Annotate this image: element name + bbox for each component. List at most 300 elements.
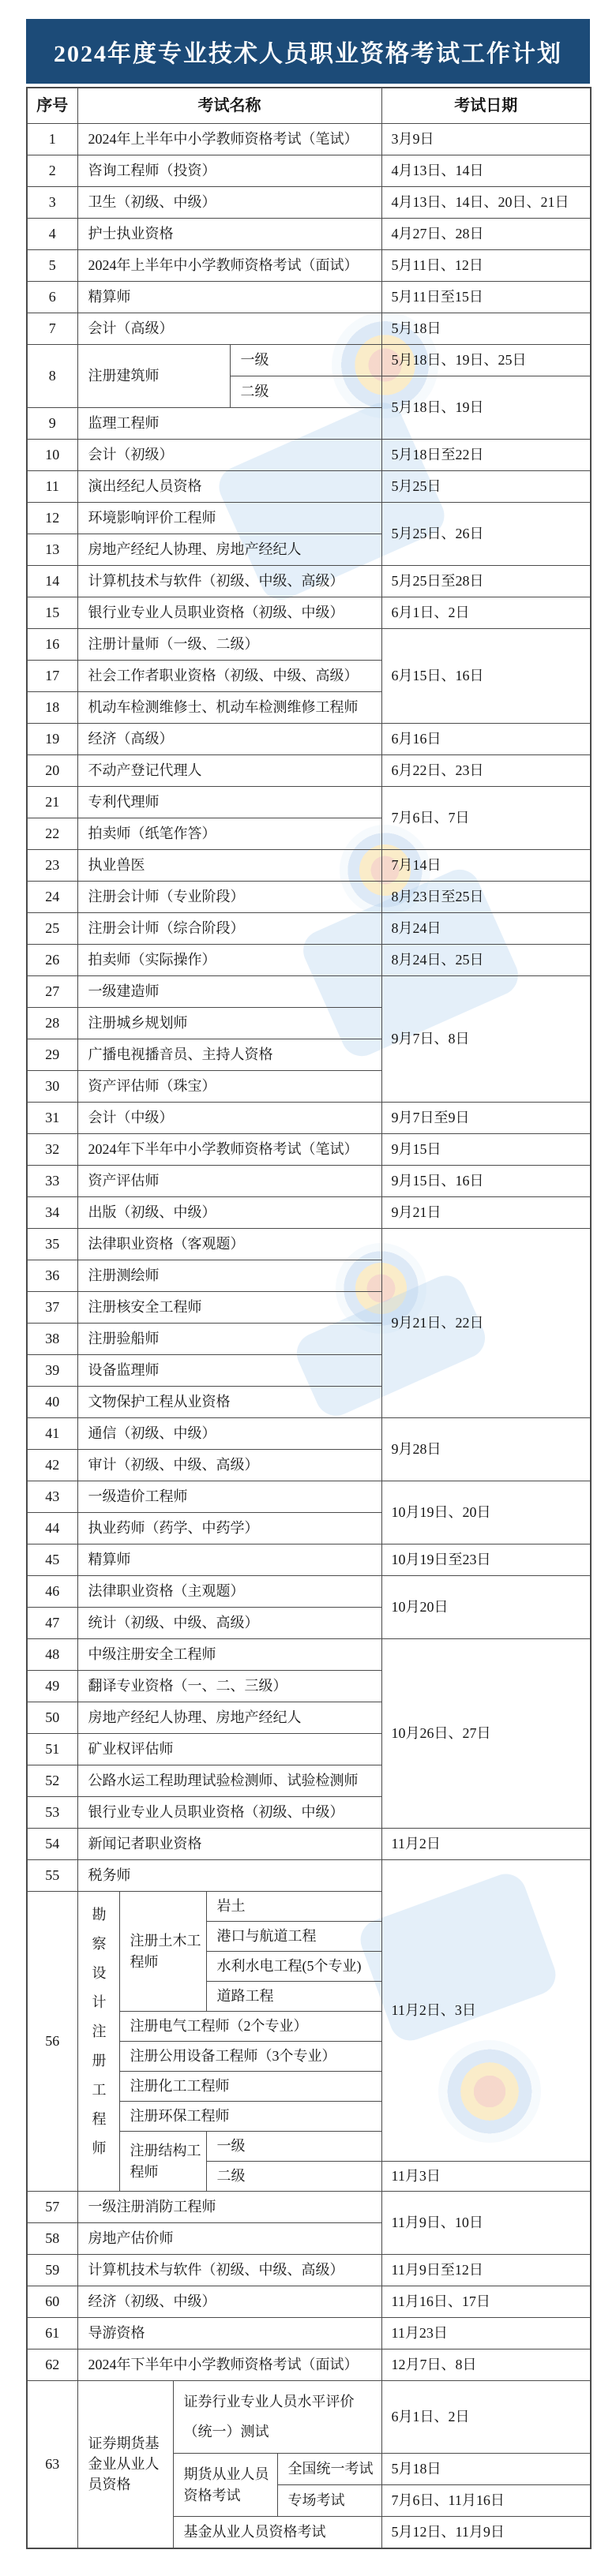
- cell-text: 经济（高级）: [88, 731, 174, 747]
- table-row: [27, 2318, 591, 2349]
- exam-name-cell: [77, 629, 381, 661]
- cell-text: 7: [48, 320, 56, 337]
- exam-name-cell: [77, 661, 381, 692]
- cell-text: 36: [45, 1267, 60, 1284]
- cell-text: 6月1日、2日: [391, 2409, 470, 2425]
- exam-name-cell: [77, 1481, 381, 1513]
- cell-text: 不动产登记代理人: [88, 762, 202, 779]
- row-number-cell: [27, 1734, 77, 1765]
- row-number-cell: [27, 2223, 77, 2255]
- cell-text: 39: [45, 1362, 60, 1379]
- cell-text: 注册计量师（一级、二级）: [88, 636, 259, 653]
- exam-name-cell: [77, 250, 381, 282]
- cell-text: 5月25日: [391, 478, 441, 495]
- cell-text: 注册电气工程师（2个专业）: [130, 2018, 308, 2035]
- row-number-cell: [27, 1671, 77, 1702]
- cell-text: 审计（初级、中级、高级）: [88, 1457, 259, 1473]
- table-row: [27, 945, 591, 976]
- row-number-cell: [27, 1576, 77, 1608]
- cell-text: 46: [45, 1583, 60, 1600]
- row-number-cell: [27, 818, 77, 850]
- cell-text: 4: [48, 226, 56, 242]
- exam-name-cell: [77, 1513, 381, 1544]
- exam-name-cell: [77, 408, 381, 440]
- table-row: [27, 850, 591, 882]
- row-number-cell: [27, 1639, 77, 1671]
- cell-text: 注册公用设备工程师（3个专业）: [130, 2048, 336, 2065]
- cell-text: 9月7日至9日: [391, 1110, 470, 1126]
- exam-name-cell: [77, 2286, 381, 2318]
- table-row: [27, 1829, 591, 1860]
- row-number-cell: [27, 440, 77, 471]
- cell-text: 52: [45, 1773, 60, 1789]
- exam-sublevel-cell: [206, 1952, 381, 1982]
- exam-date-cell: [381, 1829, 591, 1860]
- row-number-cell: [27, 913, 77, 945]
- cell-text: 会计（中级）: [88, 1110, 174, 1126]
- cell-text: 护士执业资格: [88, 226, 174, 242]
- exam-date-cell: [381, 2162, 591, 2192]
- row-number-cell: [27, 219, 77, 250]
- exam-name-cell: [77, 2255, 381, 2286]
- exam-date-cell: [381, 2318, 591, 2349]
- cell-text: 11月2日: [391, 1836, 441, 1852]
- table-row: [27, 1418, 591, 1450]
- cell-text: 全国统一考试: [287, 2461, 374, 2477]
- cell-text: 精算师: [88, 1552, 131, 1568]
- cell-text: 18: [45, 699, 60, 716]
- exam-name-cell: [77, 724, 381, 755]
- exam-date-cell: [381, 250, 591, 282]
- cell-text: 机动车检测维修士、机动车检测维修工程师: [88, 699, 359, 716]
- cell-text: 4月13日、14日、20日、21日: [391, 194, 569, 211]
- cell-text: 5月12日、11月9日: [391, 2524, 505, 2540]
- exam-name-cell: [173, 2517, 381, 2548]
- row-number-cell: [27, 566, 77, 597]
- cell-text: 拍卖师（实际操作）: [88, 952, 216, 968]
- row-number-cell: [27, 1544, 77, 1576]
- cell-text: 10月19日至23日: [391, 1552, 491, 1568]
- exam-name-cell: [77, 282, 381, 313]
- table-row: [27, 566, 591, 597]
- exam-name-cell: [77, 1166, 381, 1197]
- cell-text: 62: [45, 2357, 60, 2373]
- exam-name-cell: [77, 692, 381, 724]
- cell-text: 31: [45, 1110, 60, 1126]
- cell-text: 证券行业专业人员水平评价（统一）测试: [183, 2393, 355, 2439]
- cell-text: 税务师: [88, 1867, 131, 1884]
- cell-text: 注册验船师: [88, 1331, 160, 1347]
- cell-text: 5月25日至28日: [391, 573, 484, 590]
- row-number-cell: [27, 471, 77, 503]
- cell-text: 执业兽医: [88, 857, 145, 874]
- row-number-cell: [27, 155, 77, 187]
- exam-name-cell: [119, 2072, 381, 2102]
- cell-text: 7月14日: [391, 857, 441, 874]
- row-number-cell: [27, 1071, 77, 1103]
- cell-text: 注册会计师（综合阶段）: [88, 920, 245, 937]
- exam-date-cell: [381, 2454, 591, 2485]
- row-number-cell: [27, 1860, 77, 1892]
- row-number-cell: [27, 1387, 77, 1418]
- table-row: [27, 187, 591, 219]
- table-row: [27, 503, 591, 534]
- exam-date-cell: [381, 282, 591, 313]
- exam-date-cell: [381, 440, 591, 471]
- cell-text: 11月3日: [391, 2168, 441, 2185]
- exam-date-cell: [381, 313, 591, 345]
- exam-name-cell: [119, 1892, 206, 2012]
- table-row: [27, 882, 591, 913]
- cell-text: 拍卖师（纸笔作答）: [88, 826, 216, 842]
- cell-text: 注册结构工程师: [130, 2143, 201, 2180]
- exam-name-cell: [77, 345, 230, 408]
- cell-text: 15: [45, 605, 60, 621]
- row-number-cell: [27, 1450, 77, 1481]
- cell-text: 演出经纪人员资格: [88, 478, 202, 495]
- cell-text: 道路工程: [216, 1988, 274, 2005]
- table-row: [27, 2381, 591, 2454]
- exam-name-cell: [77, 913, 381, 945]
- cell-text: 证券期货基金业从业人员资格: [88, 2436, 160, 2493]
- cell-text: 基金从业人员资格考试: [183, 2524, 326, 2540]
- row-number-cell: [27, 787, 77, 818]
- exam-name-cell: [77, 1734, 381, 1765]
- exam-date-cell: [381, 155, 591, 187]
- row-number-cell: [27, 2255, 77, 2286]
- cell-text: 9: [48, 415, 56, 432]
- table-row: [27, 1229, 591, 1260]
- exam-date-cell: [381, 219, 591, 250]
- exam-date-cell: [381, 1418, 591, 1481]
- cell-text: 银行业专业人员职业资格（初级、中级）: [88, 1804, 344, 1821]
- row-number-cell: [27, 724, 77, 755]
- table-row: [27, 629, 591, 661]
- row-number-cell: [27, 2286, 77, 2318]
- table-row: [27, 755, 591, 787]
- cell-text: 8月24日、25日: [391, 952, 484, 968]
- cell-text: 28: [45, 1015, 60, 1032]
- row-number-cell: [27, 503, 77, 534]
- exam-name-cell: [77, 1292, 381, 1324]
- exam-date-cell: [381, 597, 591, 629]
- row-number-cell: [27, 692, 77, 724]
- exam-name-cell: [173, 2454, 277, 2517]
- cell-text: 7月6日、7日: [391, 810, 470, 826]
- cell-text: 2024年上半年中小学教师资格考试（面试）: [88, 257, 359, 274]
- page-title: 2024年度专业技术人员职业资格考试工作计划: [26, 19, 590, 84]
- cell-text: 法律职业资格（客观题）: [88, 1236, 245, 1252]
- cell-text: 13: [45, 541, 60, 558]
- exam-name-cell: [77, 471, 381, 503]
- category-label-cell: [77, 1892, 119, 2192]
- row-number-cell: [27, 1608, 77, 1639]
- row-number-cell: [27, 1418, 77, 1450]
- row-number-cell: [27, 1292, 77, 1324]
- table-row: [27, 219, 591, 250]
- exam-date-cell: [381, 2517, 591, 2548]
- exam-name-cell: [77, 1450, 381, 1481]
- exam-name-cell: [77, 155, 381, 187]
- cell-text: 房地产经纪人协理、房地产经纪人: [88, 541, 302, 558]
- row-number-cell: [27, 1702, 77, 1734]
- cell-text: 33: [45, 1173, 60, 1189]
- cell-text: 矿业权评估师: [88, 1741, 174, 1758]
- cell-text: 57: [45, 2199, 60, 2215]
- cell-text: 注册建筑师: [88, 368, 160, 384]
- table-row: [27, 1134, 591, 1166]
- exam-date-cell: [381, 1134, 591, 1166]
- table-row: [27, 440, 591, 471]
- cell-text: 注册土木工程师: [130, 1933, 201, 1970]
- cell-text: 勘察设计注册工程师: [90, 1907, 107, 2170]
- exam-name-cell: [77, 503, 381, 534]
- cell-text: 银行业专业人员职业资格（初级、中级）: [88, 605, 344, 621]
- exam-name-cell: [77, 1039, 381, 1071]
- cell-text: 中级注册安全工程师: [88, 1646, 216, 1663]
- cell-text: 翻译专业资格（一、二、三级）: [88, 1678, 287, 1694]
- row-number-cell: [27, 1229, 77, 1260]
- cell-text: 文物保护工程从业资格: [88, 1394, 231, 1410]
- cell-text: 5月18日至22日: [391, 447, 484, 463]
- cell-text: 37: [45, 1299, 60, 1316]
- cell-text: 2: [48, 163, 56, 179]
- cell-text: 19: [45, 731, 60, 747]
- cell-text: 11: [45, 478, 59, 495]
- cell-text: 49: [45, 1678, 60, 1694]
- exam-name-cell: [77, 1387, 381, 1418]
- exam-name-cell: [77, 1197, 381, 1229]
- cell-text: 7月6日、11月16日: [391, 2492, 505, 2509]
- exam-date-cell: [381, 945, 591, 976]
- exam-date-cell: [381, 850, 591, 882]
- table-row: [27, 2286, 591, 2318]
- cell-text: 5月18日、19日: [391, 399, 484, 416]
- row-number-cell: [27, 1481, 77, 1513]
- table-row: [27, 787, 591, 818]
- row-number-cell: [27, 1324, 77, 1355]
- exam-date-cell: [381, 755, 591, 787]
- cell-text: 专利代理师: [88, 794, 160, 811]
- exam-date-cell: [381, 187, 591, 219]
- exam-name-cell: [77, 1765, 381, 1797]
- exam-name-cell: [77, 440, 381, 471]
- exam-date-cell: [381, 124, 591, 155]
- cell-text: 注册化工工程师: [130, 2078, 230, 2095]
- cell-text: 54: [45, 1836, 60, 1852]
- exam-name-cell: [77, 1355, 381, 1387]
- row-number-cell: [27, 2192, 77, 2223]
- cell-text: 38: [45, 1331, 60, 1347]
- cell-text: 广播电视播音员、主持人资格: [88, 1046, 273, 1063]
- column-header: 序号: [27, 88, 77, 124]
- table-row: [27, 2192, 591, 2223]
- cell-text: 11月9日、10日: [391, 2215, 483, 2231]
- exam-name-cell: [77, 1324, 381, 1355]
- table-row: [27, 250, 591, 282]
- exam-date-cell: [381, 503, 591, 566]
- exam-name-cell: [77, 1260, 381, 1292]
- table-row: [27, 2255, 591, 2286]
- row-number-cell: [27, 1355, 77, 1387]
- cell-text: 26: [45, 952, 60, 968]
- table-row: [27, 1103, 591, 1134]
- table-row: [27, 471, 591, 503]
- row-number-cell: [27, 661, 77, 692]
- cell-text: 5月11日、12日: [391, 257, 483, 274]
- exam-date-cell: [381, 882, 591, 913]
- header-row: [27, 88, 591, 124]
- cell-text: 资产评估师: [88, 1173, 160, 1189]
- exam-name-cell: [77, 1797, 381, 1829]
- table-row: [27, 345, 591, 376]
- exam-date-cell: [381, 345, 591, 376]
- row-number-cell: [27, 1797, 77, 1829]
- cell-text: 会计（高级）: [88, 320, 174, 337]
- cell-text: 40: [45, 1394, 60, 1410]
- exam-name-cell: [119, 2042, 381, 2072]
- cell-text: 44: [45, 1520, 60, 1537]
- cell-text: 41: [45, 1425, 60, 1442]
- cell-text: 一级造价工程师: [88, 1488, 188, 1505]
- cell-text: 房地产估价师: [88, 2230, 174, 2247]
- row-number-cell: [27, 1134, 77, 1166]
- exam-name-cell: [77, 882, 381, 913]
- exam-date-cell: [381, 376, 591, 440]
- exam-date-cell: [381, 2485, 591, 2517]
- cell-text: 新闻记者职业资格: [88, 1836, 202, 1852]
- cell-text: 17: [45, 668, 60, 684]
- cell-text: 63: [45, 2456, 60, 2473]
- cell-text: 11月23日: [391, 2325, 448, 2342]
- cell-text: 35: [45, 1236, 60, 1252]
- cell-text: 设备监理师: [88, 1362, 160, 1379]
- cell-text: 导游资格: [88, 2325, 145, 2342]
- cell-text: 社会工作者职业资格（初级、中级、高级）: [88, 668, 359, 684]
- exam-name-cell: [77, 1829, 381, 1860]
- exam-date-cell: [381, 976, 591, 1103]
- cell-text: 9月15日: [391, 1141, 441, 1158]
- table-row: [27, 1544, 591, 1576]
- cell-text: 一级建造师: [88, 983, 160, 1000]
- cell-text: 4月27日、28日: [391, 226, 484, 242]
- cell-text: 16: [45, 636, 60, 653]
- cell-text: 45: [45, 1552, 60, 1568]
- table-row: [27, 597, 591, 629]
- cell-text: 10月20日: [391, 1599, 449, 1616]
- cell-text: 24: [45, 889, 60, 905]
- row-number-cell: [27, 1892, 77, 2192]
- cell-text: 61: [45, 2325, 60, 2342]
- cell-text: 21: [45, 794, 60, 811]
- row-number-cell: [27, 882, 77, 913]
- exam-name-cell: [77, 2192, 381, 2223]
- exam-date-cell: [381, 913, 591, 945]
- cell-text: 经济（初级、中级）: [88, 2293, 216, 2310]
- exam-name-cell: [77, 597, 381, 629]
- cell-text: 5月11日至15日: [391, 289, 483, 305]
- exam-name-cell: [77, 219, 381, 250]
- cell-text: 9月7日、8日: [391, 1031, 470, 1047]
- cell-text: 6月16日: [391, 731, 441, 747]
- exam-name-cell: [277, 2485, 381, 2517]
- row-number-cell: [27, 1103, 77, 1134]
- row-number-cell: [27, 408, 77, 440]
- cell-text: 5月18日: [391, 320, 441, 337]
- exam-date-cell: [381, 1166, 591, 1197]
- cell-text: 注册城乡规划师: [88, 1015, 188, 1032]
- row-number-cell: [27, 755, 77, 787]
- row-number-cell: [27, 629, 77, 661]
- cell-text: 5: [48, 257, 56, 274]
- cell-text: 9月21日、22日: [391, 1315, 484, 1331]
- exam-date-cell: [381, 1103, 591, 1134]
- exam-name-cell: [77, 2223, 381, 2255]
- exam-name-cell: [77, 1639, 381, 1671]
- exam-name-cell: [77, 313, 381, 345]
- row-number-cell: [27, 2381, 77, 2548]
- cell-text: 统计（初级、中级、高级）: [88, 1615, 259, 1631]
- cell-text: 9月21日: [391, 1204, 441, 1221]
- exam-date-cell: [381, 2255, 591, 2286]
- cell-text: 会计（初级）: [88, 447, 174, 463]
- exam-name-cell: [77, 1071, 381, 1103]
- cell-text: 3: [48, 194, 56, 211]
- cell-text: 11月9日至12日: [391, 2262, 483, 2278]
- cell-text: 出版（初级、中级）: [88, 1204, 216, 1221]
- exam-sublevel-cell: [206, 1982, 381, 2012]
- exam-name-cell: [77, 1671, 381, 1702]
- row-number-cell: [27, 1829, 77, 1860]
- cell-text: 注册测绘师: [88, 1267, 160, 1284]
- cell-text: 房地产经纪人协理、房地产经纪人: [88, 1709, 302, 1726]
- exam-name-cell: [119, 2012, 381, 2042]
- cell-text: 1: [48, 131, 56, 148]
- cell-text: 计算机技术与软件（初级、中级、高级）: [88, 2262, 344, 2278]
- exam-name-cell: [77, 1008, 381, 1039]
- table-row: [27, 1860, 591, 1892]
- exam-name-cell: [77, 1702, 381, 1734]
- cell-text: 2024年下半年中小学教师资格考试（面试）: [88, 2357, 359, 2373]
- exam-name-cell: [119, 2132, 206, 2192]
- cell-text: 二级: [216, 2168, 246, 2185]
- exam-date-cell: [381, 629, 591, 724]
- exam-name-cell: [77, 1229, 381, 1260]
- cell-text: 执业药师（药学、中药学）: [88, 1520, 259, 1537]
- cell-text: 50: [45, 1709, 60, 1726]
- exam-date-cell: [381, 2349, 591, 2381]
- cell-text: 注册会计师（专业阶段）: [88, 889, 245, 905]
- exam-name-cell: [77, 976, 381, 1008]
- row-number-cell: [27, 2349, 77, 2381]
- exam-sublevel-cell: [230, 345, 381, 376]
- row-number-cell: [27, 124, 77, 155]
- table-row: [27, 1481, 591, 1513]
- exam-name-cell: [77, 124, 381, 155]
- exam-name-cell: [77, 787, 381, 818]
- cell-text: 48: [45, 1646, 60, 1663]
- exam-name-cell: [77, 850, 381, 882]
- exam-name-cell: [173, 2381, 381, 2454]
- cell-text: 47: [45, 1615, 60, 1631]
- exam-sublevel-cell: [206, 1892, 381, 1922]
- cell-text: 法律职业资格（主观题）: [88, 1583, 245, 1600]
- row-number-cell: [27, 850, 77, 882]
- cell-text: 专场考试: [287, 2492, 345, 2509]
- cell-text: 一级: [216, 2138, 246, 2155]
- cell-text: 通信（初级、中级）: [88, 1425, 216, 1442]
- cell-text: 资产评估师（珠宝）: [88, 1078, 216, 1095]
